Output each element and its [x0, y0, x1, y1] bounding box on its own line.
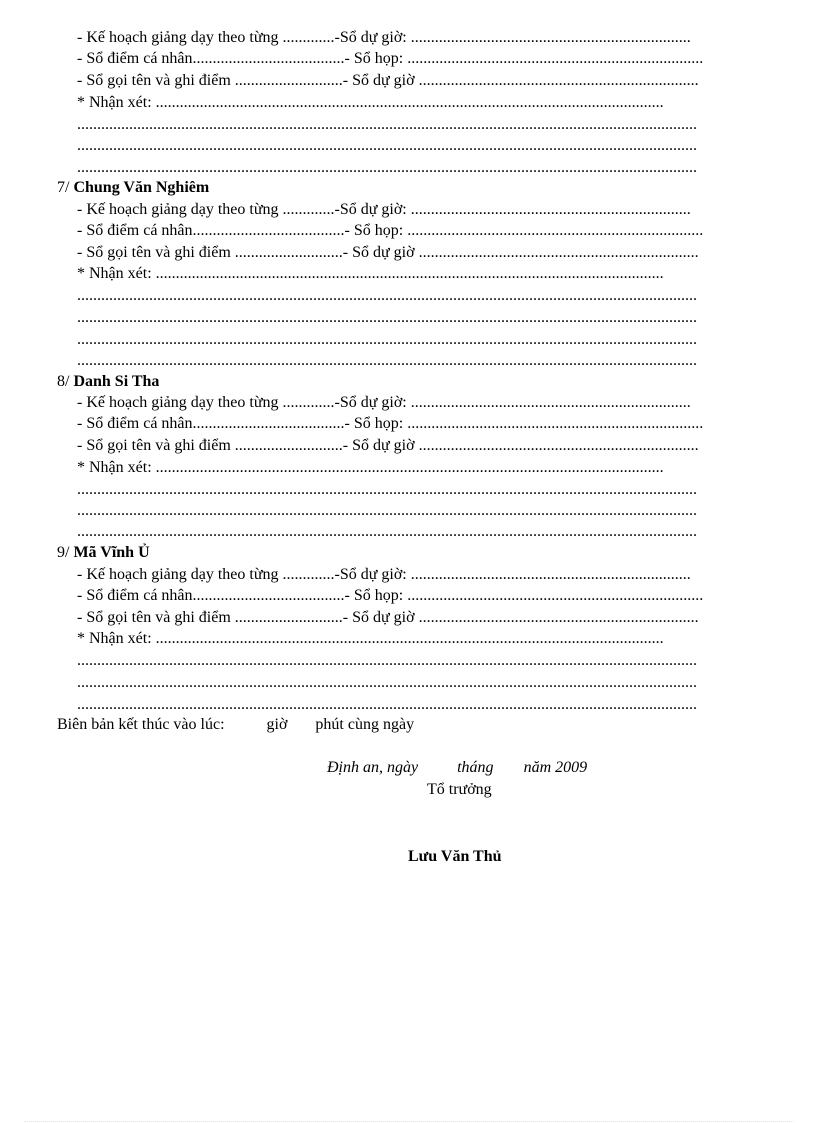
signature-name: Lưu Văn Thủ	[408, 848, 502, 865]
closing-minute: phút cùng ngày	[315, 716, 415, 733]
dotted-line: ...........................................................................................................................................................	[77, 352, 697, 369]
item-remarks: * Nhận xét: ...............................................................................................................................	[77, 630, 664, 647]
item-lesson-plan: - Kế hoạch giảng dạy theo từng .............-Sổ dự giờ: ......................................................................	[77, 201, 691, 218]
signature-place: Định an, ngày	[327, 759, 419, 776]
item-remarks: * Nhận xét: ...............................................................................................................................	[77, 265, 664, 282]
dotted-line: ...........................................................................................................................................................	[77, 502, 697, 519]
dotted-line: ...........................................................................................................................................................	[77, 481, 697, 498]
item-lesson-plan: - Kế hoạch giảng dạy theo từng .............-Sổ dự giờ: ......................................................................	[77, 566, 691, 583]
dotted-line: ...........................................................................................................................................................	[77, 652, 697, 669]
teacher-name: Danh Si Tha	[73, 373, 160, 390]
dotted-line: ...........................................................................................................................................................	[77, 696, 697, 713]
teacher-number: 7/	[57, 179, 74, 196]
item-roll-call: - Sổ gọi tên và ghi điểm ...........................- Sổ dự giờ ......................................................................	[77, 244, 699, 261]
signature-place-date	[327, 757, 587, 778]
item-lesson-plan: - Kế hoạch giảng dạy theo từng .............-Sổ dự giờ: ......................................................................	[77, 29, 691, 46]
dotted-line: ...........................................................................................................................................................	[77, 674, 697, 691]
teacher-number: 8/	[57, 373, 74, 390]
item-roll-call: - Sổ gọi tên và ghi điểm ...........................- Sổ dự giờ ......................................................................	[77, 437, 699, 454]
signature-role: Tổ trưởng	[427, 781, 492, 798]
item-remarks: * Nhận xét: ...............................................................................................................................	[77, 94, 664, 111]
dotted-line: ...........................................................................................................................................................	[77, 159, 697, 176]
dotted-line: ...........................................................................................................................................................	[77, 523, 697, 540]
dotted-line: ...........................................................................................................................................................	[77, 331, 697, 348]
item-roll-call: - Sổ gọi tên và ghi điểm ...........................- Sổ dự giờ ......................................................................	[77, 72, 699, 89]
teacher-heading	[57, 177, 209, 198]
dotted-line: ...........................................................................................................................................................	[77, 116, 697, 133]
item-grade-book: - Sổ điểm cá nhân......................................- Sổ họp: ..........................................................................	[77, 587, 704, 604]
item-remarks: * Nhận xét: ...............................................................................................................................	[77, 459, 664, 476]
item-grade-book: - Sổ điểm cá nhân......................................- Sổ họp: ..........................................................................	[77, 50, 704, 67]
item-lesson-plan: - Kế hoạch giảng dạy theo từng .............-Sổ dự giờ: ......................................................................	[77, 394, 691, 411]
item-roll-call: - Sổ gọi tên và ghi điểm ...........................- Sổ dự giờ ......................................................................	[77, 609, 699, 626]
signature-year: năm 2009	[523, 759, 588, 776]
teacher-name: Chung Văn Nghiêm	[73, 179, 210, 196]
teacher-heading	[57, 542, 150, 563]
closing-prefix: Biên bản kết thúc vào lúc:	[57, 716, 225, 733]
item-grade-book: - Sổ điểm cá nhân......................................- Sổ họp: ..........................................................................	[77, 415, 704, 432]
closing-hour: giờ	[266, 716, 288, 733]
teacher-number: 9/	[57, 544, 74, 561]
teacher-heading	[57, 371, 159, 392]
page-bottom-rule	[24, 1121, 794, 1122]
dotted-line: ...........................................................................................................................................................	[77, 137, 697, 154]
dotted-line: ...........................................................................................................................................................	[77, 287, 697, 304]
teacher-name: Mã Vĩnh Ủ	[73, 544, 150, 561]
dotted-line: ...........................................................................................................................................................	[77, 309, 697, 326]
item-grade-book: - Sổ điểm cá nhân......................................- Sổ họp: ..........................................................................	[77, 222, 704, 239]
signature-month: tháng	[457, 759, 494, 776]
closing-statement	[57, 714, 414, 735]
